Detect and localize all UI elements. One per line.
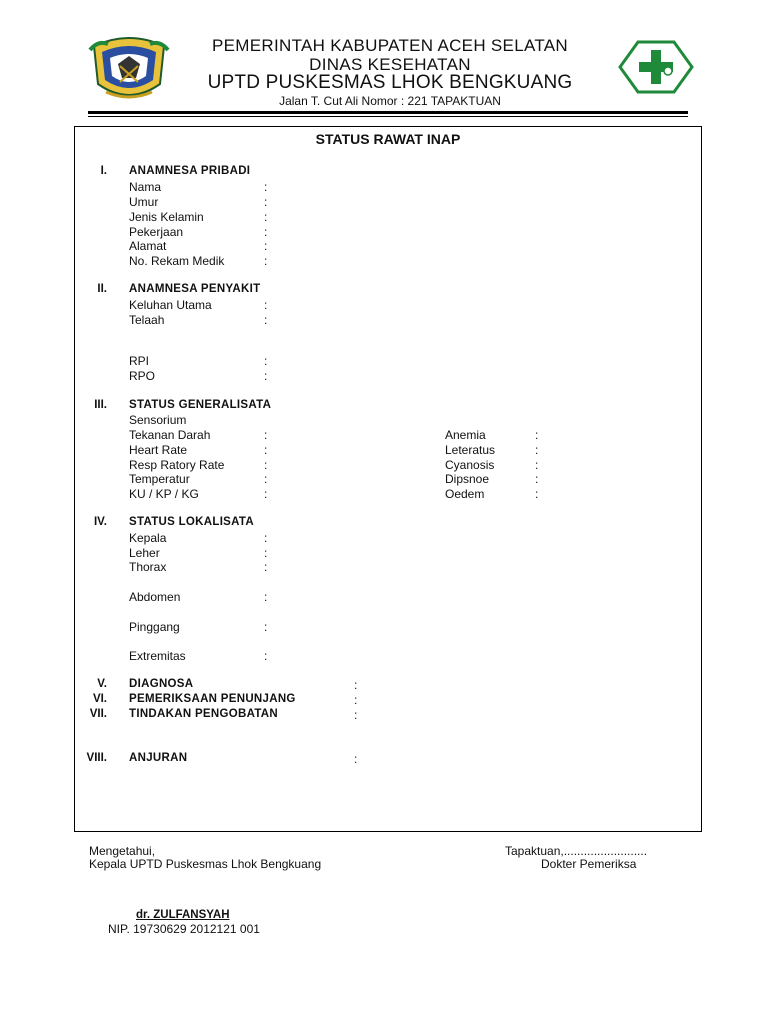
field-colon: : bbox=[264, 560, 268, 574]
field-colon: : bbox=[264, 239, 268, 253]
field-colon: : bbox=[264, 210, 268, 224]
header-department: DINAS KESEHATAN bbox=[309, 55, 471, 74]
field-label: KU / KP / KG bbox=[129, 487, 199, 501]
field-colon: : bbox=[264, 369, 268, 383]
field-colon: : bbox=[535, 487, 539, 501]
field-label: Umur bbox=[129, 195, 159, 209]
field-label: No. Rekam Medik bbox=[129, 254, 225, 268]
field-label: Keluhan Utama bbox=[129, 298, 212, 312]
field-label: Sensorium bbox=[129, 413, 187, 427]
header-rule-thin bbox=[88, 116, 688, 117]
field-label: RPO bbox=[129, 369, 156, 383]
section-title: ANAMNESA PRIBADI bbox=[129, 165, 251, 177]
field-label: Oedem bbox=[445, 487, 485, 501]
field-colon: : bbox=[264, 531, 268, 545]
section-title: STATUS GENERALISATA bbox=[129, 399, 272, 411]
field-label: Tekanan Darah bbox=[129, 428, 211, 442]
section-number: VI. bbox=[92, 693, 107, 705]
section-title: PEMERIKSAAN PENUNJANG bbox=[129, 693, 296, 705]
field-colon: : bbox=[264, 590, 268, 604]
section-number: III. bbox=[94, 399, 107, 411]
section-number: II. bbox=[97, 283, 107, 295]
field-colon: : bbox=[264, 472, 268, 486]
signer-name: dr. ZULFANSYAH bbox=[136, 909, 230, 921]
field-colon: : bbox=[354, 752, 358, 766]
field-label: Cyanosis bbox=[445, 458, 495, 472]
field-colon: : bbox=[354, 693, 358, 707]
field-colon: : bbox=[264, 313, 268, 327]
form-title: STATUS RAWAT INAP bbox=[315, 131, 461, 147]
footer-examining-doctor: Dokter Pemeriksa bbox=[541, 857, 637, 871]
field-label: Heart Rate bbox=[129, 443, 188, 457]
field-colon: : bbox=[264, 649, 268, 663]
field-label: Dipsnoe bbox=[445, 472, 490, 486]
field-label: Anemia bbox=[445, 428, 486, 442]
field-label: Nama bbox=[129, 180, 162, 194]
field-label: Abdomen bbox=[129, 590, 181, 604]
section-title: DIAGNOSA bbox=[129, 678, 194, 690]
header-institution: UPTD PUSKESMAS LHOK BENGKUANG bbox=[207, 72, 573, 93]
section-title: TINDAKAN PENGOBATAN bbox=[129, 708, 279, 720]
field-colon: : bbox=[264, 458, 268, 472]
section-number: IV. bbox=[93, 516, 107, 528]
field-label: Thorax bbox=[129, 560, 167, 574]
field-colon: : bbox=[535, 443, 539, 457]
field-colon: : bbox=[264, 546, 268, 560]
field-label: Resp Ratory Rate bbox=[129, 458, 225, 472]
section-title: ANAMNESA PENYAKIT bbox=[129, 283, 261, 295]
field-label: Pekerjaan bbox=[129, 225, 184, 239]
field-colon: : bbox=[264, 354, 268, 368]
section-number: VIII. bbox=[86, 752, 107, 764]
field-label: Kepala bbox=[129, 531, 167, 545]
field-label: Leher bbox=[129, 546, 160, 560]
field-label: Temperatur bbox=[129, 472, 190, 486]
field-colon: : bbox=[354, 708, 358, 722]
field-label: Extremitas bbox=[129, 649, 186, 663]
section-number: V. bbox=[97, 678, 107, 690]
section-title: ANJURAN bbox=[129, 752, 188, 764]
footer-head-title: Kepala UPTD Puskesmas Lhok Bengkuang bbox=[89, 857, 322, 871]
field-label: RPI bbox=[129, 354, 150, 368]
field-colon: : bbox=[264, 443, 268, 457]
field-colon: : bbox=[535, 472, 539, 486]
footer-place-date: Tapaktuan,......................... bbox=[505, 844, 648, 858]
header-rule-thick bbox=[88, 111, 688, 114]
signer-nip: NIP. 19730629 2012121 001 bbox=[108, 922, 260, 936]
field-colon: : bbox=[354, 678, 358, 692]
field-colon: : bbox=[264, 195, 268, 209]
field-colon: : bbox=[264, 487, 268, 501]
field-colon: : bbox=[264, 298, 268, 312]
field-colon: : bbox=[535, 428, 539, 442]
footer-acknowledged: Mengetahui, bbox=[89, 844, 156, 858]
header-government: PEMERINTAH KABUPATEN ACEH SELATAN bbox=[212, 36, 568, 55]
field-colon: : bbox=[264, 620, 268, 634]
field-colon: : bbox=[264, 428, 268, 442]
field-colon: : bbox=[535, 458, 539, 472]
field-colon: : bbox=[264, 254, 268, 268]
field-label: Pinggang bbox=[129, 620, 180, 634]
field-colon: : bbox=[264, 225, 268, 239]
field-colon: : bbox=[264, 180, 268, 194]
section-title: STATUS LOKALISATA bbox=[129, 516, 254, 528]
section-number: VII. bbox=[89, 708, 107, 720]
field-label: Telaah bbox=[129, 313, 165, 327]
field-label: Leteratus bbox=[445, 443, 496, 457]
field-label: Alamat bbox=[129, 239, 167, 253]
field-label: Jenis Kelamin bbox=[129, 210, 204, 224]
section-number: I. bbox=[100, 165, 107, 177]
header-address: Jalan T. Cut Ali Nomor : 221 TAPAKTUAN bbox=[279, 94, 501, 108]
